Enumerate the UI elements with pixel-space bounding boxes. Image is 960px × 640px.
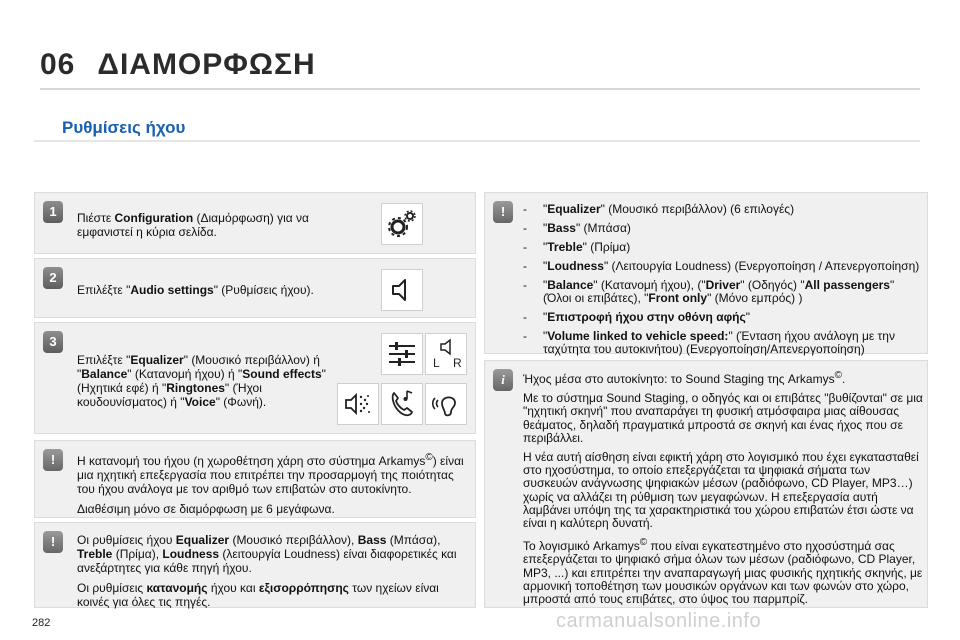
note-arkamys-box (34, 440, 476, 518)
chapter-number: 06 (40, 48, 76, 81)
note-paragraph: Οι ρυθμίσεις κατανομής ήχου και εξισορρόπησης των ηχείων είναι κοινές για όλες τις πηγές. (77, 581, 439, 609)
note-paragraph: Οι ρυθμίσεις ήχου Equalizer (Μουσικό περιβάλλον), Bass (Μπάσα), Treble (Πρίμα), Loudness (λειτουργία Loudness) είναι διαφορετικές και ανεξάρτητες για κάθε πηγή ήχου. (77, 533, 457, 575)
list-item: - "Loudness" (Λειτουργία Loudness) (Ενεργοποίηση / Απενεργοποίηση) (519, 260, 923, 273)
list-item: - "Balance" (Κατανομή ήχου), ("Driver" (Οδηγός) "All passengers" (Όλοι οι επιβάτες), "Front only" (Μόνο εμπρός) ) (519, 279, 923, 305)
warning-icon: ! (43, 449, 63, 471)
step-1-text: Πιέστε Configuration (Διαμόρφωση) για να εμφανιστεί η κύρια σελίδα. (77, 211, 309, 239)
balance-tile (425, 333, 467, 375)
balance-left-label: L (433, 356, 440, 370)
equalizer-tile (381, 333, 423, 375)
balance-lr-icon (429, 337, 463, 371)
info-icon: i (493, 369, 513, 391)
step-number-badge: 1 (43, 201, 63, 223)
sound-effects-icon (341, 387, 375, 421)
list-item: - "Equalizer" (Μουσικό περιβάλλον) (6 επιλογές) (519, 203, 923, 216)
chapter-title: ΔΙΑΜΟΡΦΩΣΗ (97, 48, 316, 81)
gears-icon (385, 207, 419, 241)
list-item: - "Treble" (Πρίμα) (519, 241, 923, 254)
chapter-divider (40, 88, 920, 90)
step-number-badge: 2 (43, 267, 63, 289)
warning-icon: ! (493, 201, 513, 223)
note-paragraph: Η κατανομή του ήχου (η χωροθέτηση χάρη στο σύστημα Arkamys©) είναι μια ηχητική επεξεργασία που επιτρέπει την προσαρμογή της ποιότητας του ήχου ανάλογα με τον αριθμό των επιβατών στο αυτοκίνητο. (77, 452, 464, 496)
list-item: - "Bass" (Μπάσα) (519, 222, 923, 235)
info-paragraph: Με το σύστημα Sound Staging, ο οδηγός και οι επιβάτες "βυθίζονται" σε μια "ηχητική σκηνή" που αναπαράγει τη φυσική ατμόσφαιρα μιας αίθουσας θεάματος, δηλαδή πραγματικά μπροστά σε σκηνή και ένας ήχος που σε περιβάλλει. (523, 391, 923, 445)
balance-right-label: R (453, 356, 462, 370)
ringtones-tile (381, 383, 423, 425)
options-box (484, 192, 928, 354)
note-settings-text (77, 533, 469, 615)
list-item: - "Volume linked to vehicle speed:" (Ένταση ήχου ανάλογη με την ταχύτητα του αυτοκινήτου) (Ενεργοποίηση/Απενεργοποίηση) (519, 330, 923, 356)
equalizer-sliders-icon (385, 337, 419, 371)
step-2-text: Επιλέξτε "Audio settings" (Ρυθμίσεις ήχου). (77, 283, 314, 297)
step-1-box (34, 192, 476, 254)
info-paragraph: Το λογισμικό Arkamys© που είναι εγκατεστημένο στο ηχοσύστημά σας επεξεργάζεται το ψηφιακό σήμα όλων των μέσων (ραδιόφωνο, CD Player, MP3, ...) και επιτρέπει την αναπαραγωγή μιας φυσικής ηχητικής σκηνής, με αρμονική τοποθέτηση των μουσικών οργάνων και των φωνών στο χώρο, μπροστά από τους επιβάτες, στο ύψος του παρμπρίζ. (523, 537, 923, 607)
section-divider (34, 140, 920, 142)
step-2-box (34, 258, 476, 318)
info-paragraph: Η νέα αυτή αίσθηση είναι εφικτή χάρη στο λογισμικό που έχει εγκατασταθεί στο ηχοσύστημα, το οποίο επεξεργάζεται τα ψηφιακά σήματα των συσκευών ανάγνωσης ψηφιακών μέσων (ραδιόφωνο, CD Player, MP3…) χωρίς να αλλάζει τη ρύθμιση των μεγαφώνων. Η επεξεργασία αυτή λαμβάνει υπόψη της τα χαρακτηριστικά του χώρου επιβατών έτσι ώστε να είναι η καλύτερη δυνατή. (523, 450, 919, 531)
info-paragraph: Ήχος μέσα στο αυτοκίνητο: το Sound Staging της Arkamys©. (523, 370, 846, 386)
audio-settings-tile (381, 269, 423, 311)
warning-icon: ! (43, 531, 63, 553)
voice-icon (429, 387, 463, 421)
voice-tile (425, 383, 467, 425)
step-3-box (34, 322, 476, 434)
phone-ring-icon (385, 387, 419, 421)
section-title: Ρυθμίσεις ήχου (62, 118, 186, 137)
watermark: carmanualsonline.info (556, 610, 762, 632)
page-number: 282 (32, 617, 51, 629)
step-number-badge: 3 (43, 331, 63, 353)
sound-effects-tile (337, 383, 379, 425)
note-settings-box (34, 522, 476, 608)
speaker-icon (385, 273, 419, 307)
info-box (484, 360, 928, 608)
chapter-header (40, 48, 316, 82)
list-item: - "Επιστροφή ήχου στην οθόνη αφής" (519, 311, 923, 324)
configuration-tile (381, 203, 423, 245)
options-list (519, 203, 923, 362)
info-text (523, 369, 923, 612)
step-3-text: Επιλέξτε "Equalizer" (Μουσικό περιβάλλον) ή "Balance" (Κατανομή ήχου) ή "Sound effects" (Ηχητικά εφέ) ή "Ringtones" (Ήχοι κουδουνίσματος) ή "Voice" (Φωνή). (77, 353, 326, 409)
note-paragraph: Διαθέσιμη μόνο σε διαμόρφωση με 6 μεγάφωνα. (77, 502, 335, 516)
note-arkamys-text (77, 451, 469, 522)
